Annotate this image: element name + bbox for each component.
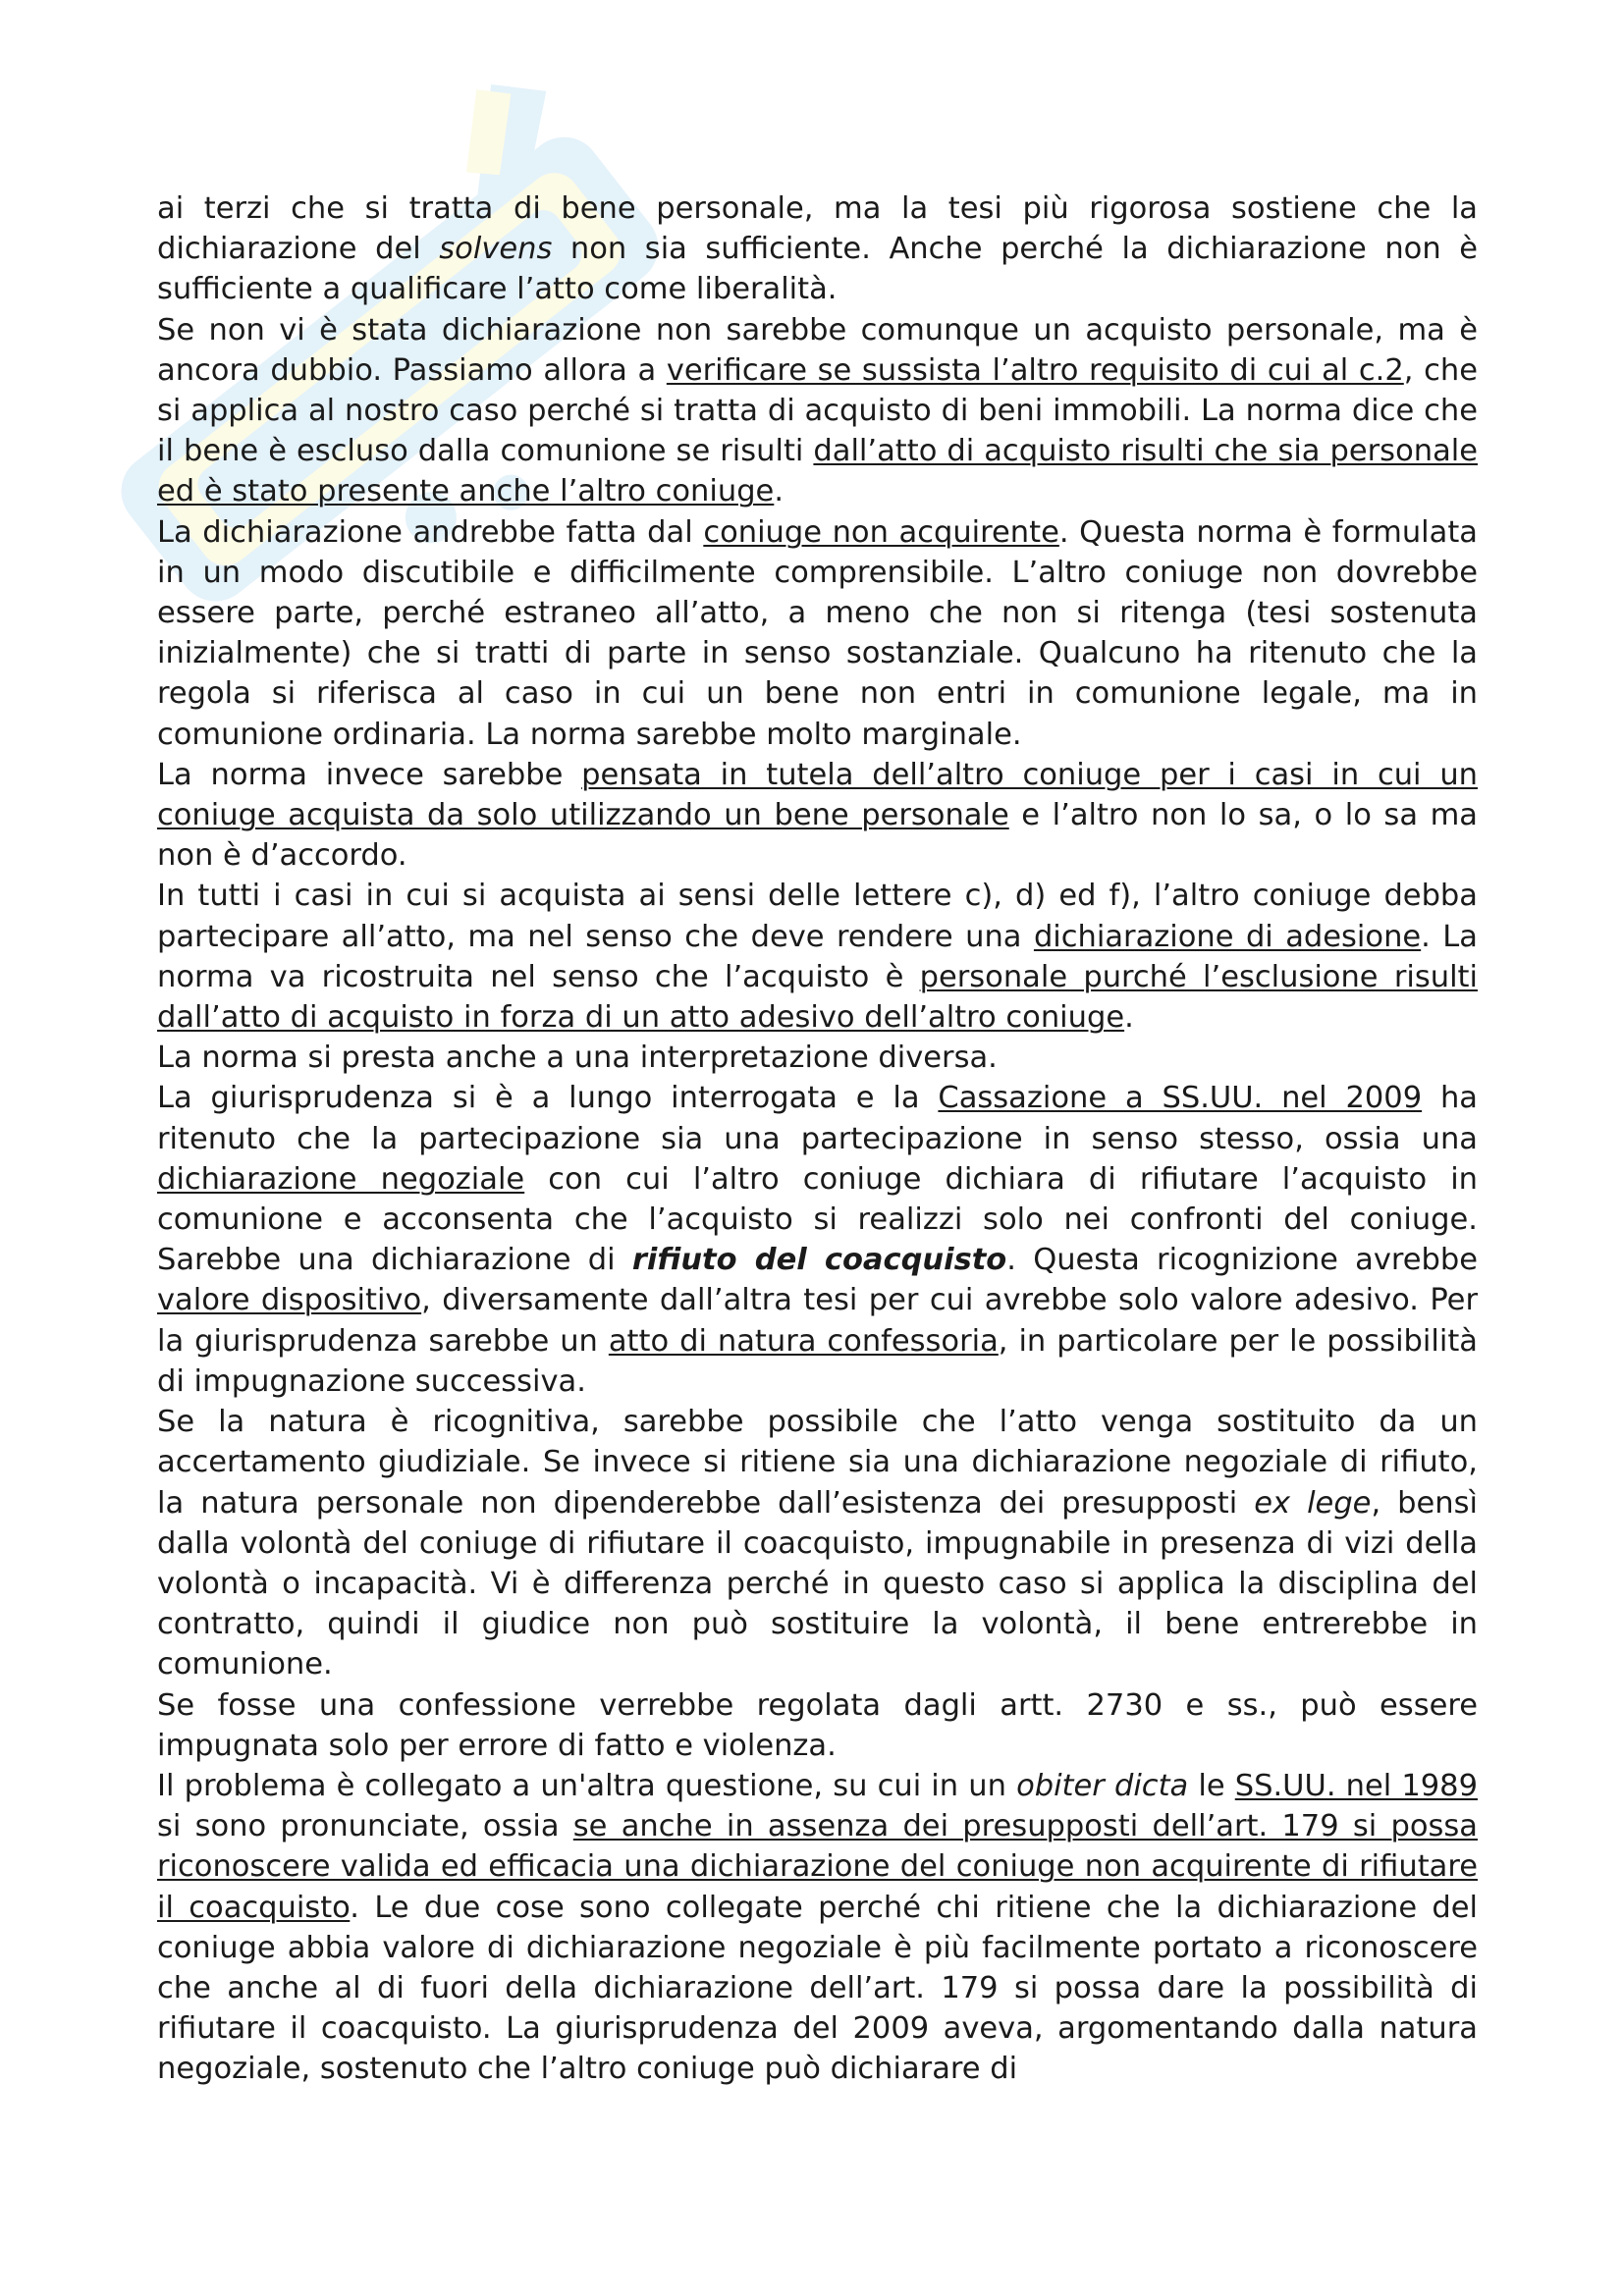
paragraph: [157, 310, 1478, 512]
text-run: . La norma va ricostruita nel senso che l’acquisto è: [157, 919, 1478, 994]
paragraph: [157, 512, 1478, 755]
text-run: .: [1124, 1000, 1134, 1036]
underlined-text: se anche in assenza dei presupposti dell’art. 179 si possa riconoscere valida ed efficacia una dichiarazione del coniuge non acquirente di rifiutare il coacquisto: [157, 1809, 1478, 1925]
paragraph: [157, 1038, 1478, 1078]
text-run: si sono pronunciate, ossia: [157, 1809, 573, 1844]
text-run: , bensì dalla volontà del coniuge di rifiutare il coacquisto, impugnabile in presenza di vizi della volontà o incapacità. Vi è differenza perché in questo caso si applica la disciplina del contratto, quindi il giudice non può sostituire la volontà, il bene entrerebbe in comunione.: [157, 1485, 1478, 1682]
italic-text: obiter dicta: [1016, 1768, 1189, 1803]
text-run: e l’altro non lo sa, o lo sa ma non è d’accordo.: [157, 798, 1478, 874]
paragraph: [157, 876, 1478, 1038]
text-run: non sia sufficiente. Anche perché la dichiarazione non è sufficiente a qualificare l’atto come liberalità.: [157, 232, 1478, 307]
underlined-text: verificare se sussista l’altro requisito di cui al c.2: [666, 352, 1404, 388]
text-run: , in particolare per le possibilità di impugnazione successiva.: [157, 1323, 1478, 1399]
underlined-text: coniuge non acquirente: [703, 514, 1059, 550]
text-run: Se fosse una confessione verrebbe regolata dagli artt. 2730 e ss., può essere impugnata solo per errore di fatto e violenza.: [157, 1687, 1478, 1763]
italic-text: solvens: [439, 232, 553, 267]
underlined-text: valore dispositivo: [157, 1283, 422, 1318]
paragraph: [157, 755, 1478, 877]
underlined-text: Cassazione a SS.UU. nel 2009: [938, 1081, 1423, 1116]
underlined-text: pensata in tutela dell’altro coniuge per i casi in cui un coniuge acquista da solo utilizzando un bene personale: [157, 757, 1478, 833]
text-run: Il problema è collegato a un'altra questione, su cui in un: [157, 1768, 1017, 1803]
text-run: le: [1188, 1768, 1235, 1803]
text-run: La dichiarazione andrebbe fatta dal: [157, 514, 704, 550]
bold-italic-text: rifiuto del coacquisto: [631, 1243, 1007, 1278]
text-run: ai terzi che si tratta di bene personale, ma la tesi più rigorosa sostiene che la dichiarazione del: [157, 191, 1478, 267]
paragraph: [157, 1402, 1478, 1684]
paragraph: [157, 1766, 1478, 2090]
underlined-text: dichiarazione negoziale: [157, 1161, 525, 1197]
text-run: , che si applica al nostro caso perché si tratta di acquisto di beni immobili. La norma dice che il bene è escluso dalla comunione se risulti: [157, 352, 1478, 469]
text-run: La norma invece sarebbe: [157, 757, 582, 792]
paragraph: [157, 1685, 1478, 1766]
underlined-text: personale purché l’esclusione risulti dall’atto di acquisto in forza di un atto adesivo dell’altro coniuge: [157, 959, 1478, 1036]
text-run: . Le due cose sono collegate perché chi ritiene che la dichiarazione del coniuge abbia valore di dichiarazione negoziale è più facilmente portato a riconoscere che anche al di fuori della dichiarazione dell’art. 179 si possa dare la possibilità di rifiutare il coacquisto. La giurisprudenza del 2009 aveva, argomentando dalla natura negoziale, sostenuto che l’altro coniuge può dichiarare di: [157, 1890, 1478, 2087]
text-run: Se non vi è stata dichiarazione non sarebbe comunque un acquisto personale, ma è ancora dubbio. Passiamo allora a: [157, 312, 1478, 388]
paragraph: [157, 188, 1478, 310]
document-body: [157, 188, 1478, 2090]
text-run: , diversamente dall’altra tesi per cui avrebbe solo valore adesivo. Per la giurisprudenza sarebbe un: [157, 1283, 1478, 1359]
underlined-text: dichiarazione di adesione: [1033, 919, 1422, 954]
underlined-text: dall’atto di acquisto risulti che sia personale ed è stato presente anche l’altro coniuge: [157, 434, 1478, 509]
text-run: . Questa ricognizione avrebbe: [1006, 1243, 1478, 1278]
text-run: La giurisprudenza si è a lungo interrogata e la: [157, 1081, 939, 1116]
italic-text: ex lege: [1254, 1485, 1372, 1521]
text-run: .: [774, 474, 784, 509]
text-run: . Questa norma è formulata in un modo discutibile e difficilmente comprensibile. L’altro coniuge non dovrebbe essere parte, perché estraneo all’atto, a meno che non si ritenga (tesi sostenuta inizialmente) che si tratti di parte in senso sostanziale. Qualcuno ha ritenuto che la regola si riferisca al caso in cui un bene non entri in comunione legale, ma in comunione ordinaria. La norma sarebbe molto marginale.: [157, 514, 1478, 752]
text-run: In tutti i casi in cui si acquista ai sensi delle lettere c), d) ed f), l’altro coniuge debba partecipare all’atto, ma nel senso che deve rendere una: [157, 879, 1478, 954]
underlined-text: SS.UU. nel 1989: [1234, 1768, 1478, 1803]
underlined-text: atto di natura confessoria: [608, 1323, 999, 1359]
text-run: ha ritenuto che la partecipazione sia una partecipazione in senso stesso, ossia una: [157, 1081, 1478, 1156]
paragraph: [157, 1078, 1478, 1402]
text-run: Se la natura è ricognitiva, sarebbe possibile che l’atto venga sostituito da un accertamento giudiziale. Se invece si ritiene sia una dichiarazione negoziale di rifiuto, la natura personale non dipenderebbe dall’esistenza dei presupposti: [157, 1405, 1478, 1521]
text-run: La norma si presta anche a una interpretazione diversa.: [157, 1041, 998, 1076]
text-run: con cui l’altro coniuge dichiara di rifiutare l’acquisto in comunione e acconsenta che l’acquisto si realizzi solo nei confronti del coniuge. Sarebbe una dichiarazione di: [157, 1161, 1478, 1278]
